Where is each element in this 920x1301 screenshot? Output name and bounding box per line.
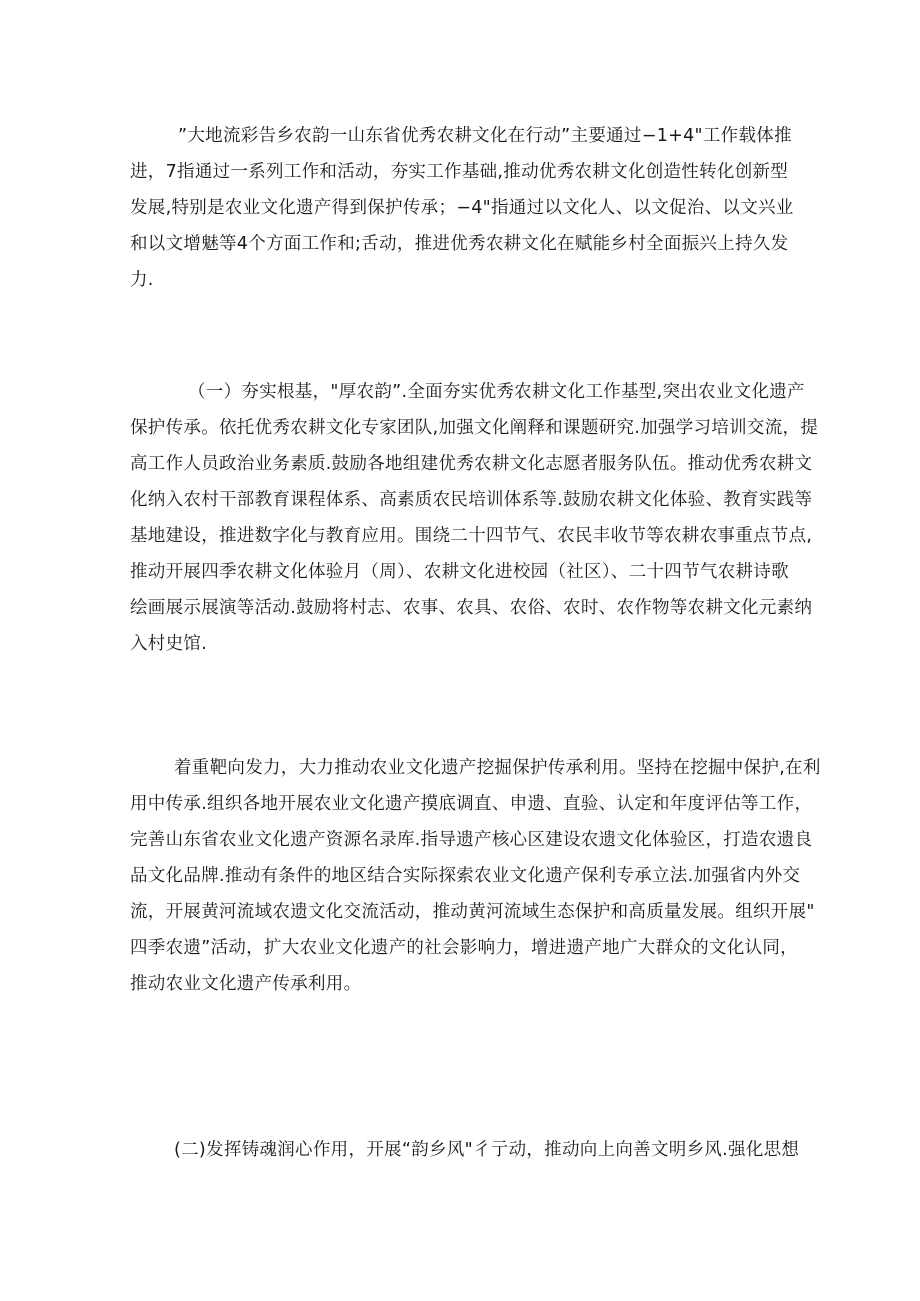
text-line: 推动开展四季农耕文化体验月（周）、农耕文化进校园（社区）、二十四节气农耕诗歌: [130, 562, 789, 582]
text-line: 推动农业文化遗产传承利用。: [130, 974, 362, 994]
text-line: 和以文增魅等4个方面工作和;舌动，推进优秀农耕文化在赋能乡村全面振兴上持久发: [130, 234, 789, 254]
text-line: ”大地流彩告乡农韵一山东省优秀农耕文化在行动”主要通过−1+4"工作载体推: [178, 126, 792, 146]
text-line: （一）夯实根基，"厚农韵”.全面夯实优秀农耕文化工作基型,突出农业文化遗产: [188, 382, 805, 402]
text-line: 完善山东省农业文化遗产资源名录库.指导遗产核心区建设农遗文化体验区，打造农遗良: [130, 830, 813, 850]
text-line: 高工作人员政治业务素质.鼓励各地组建优秀农耕文化志愿者服务队伍。推动优秀农耕文: [130, 454, 813, 474]
paragraph-section-one: [130, 374, 819, 662]
text-line: 入村史馆.: [130, 634, 208, 654]
text-line: 基地建设，推进数字化与教育应用。围绕二十四节气、农民丰收节等农耕农事重点节点,: [130, 526, 813, 546]
text-line: 力.: [130, 270, 154, 290]
paragraph-intro: [130, 118, 810, 298]
text-line: 品文化品牌.推动有条件的地区结合实际探索农业文化遗产保利专承立法.加强省内外交: [130, 866, 801, 886]
text-line: 四季农遗”活动，扩大农业文化遗产的社会影响力，增进遗产地广大群众的文化认同，: [130, 938, 798, 958]
text-line: 保护传承。依托优秀农耕文化专家团队,加强文化阐释和课题研究.加强学习培训交流，提: [130, 418, 819, 438]
text-line: 流，开展黄河流域农遗文化交流活动，推动黄河流域生态保护和高质量发展。组织开展": [130, 902, 815, 922]
paragraph-heritage: [130, 750, 821, 1002]
text-line: 着重靶向发力，大力推动农业文化遗产挖掘保护传承利用。坚持在挖掘中保护,在利: [174, 758, 821, 778]
paragraph-section-two: [130, 1132, 810, 1168]
text-line: 化纳入农村干部教育课程体系、高素质农民培训体系等.鼓励农耕文化体验、教育实践等: [130, 490, 813, 510]
text-line: 绘画展示展演等活动.鼓励将村志、农事、农具、农俗、农时、农作物等农耕文化元素纳: [130, 598, 813, 618]
text-line: 发展,特别是农业文化遗产得到保护传承；−4"指通过以文化人、以文促治、以文兴业: [130, 198, 794, 218]
text-line: 进，7指通过一系列工作和活动，夯实工作基础,推动优秀农耕文化创造性转化创新型: [130, 162, 789, 182]
text-line: (二)发挥铸魂润心作用，开展“韵乡风"彳亍动，推动向上向善文明乡风.强化思想: [174, 1140, 800, 1160]
text-line: 用中传承.组织各地开展农业文化遗产摸底调直、申遗、直验、认定和年度评估等工作，: [130, 794, 813, 814]
